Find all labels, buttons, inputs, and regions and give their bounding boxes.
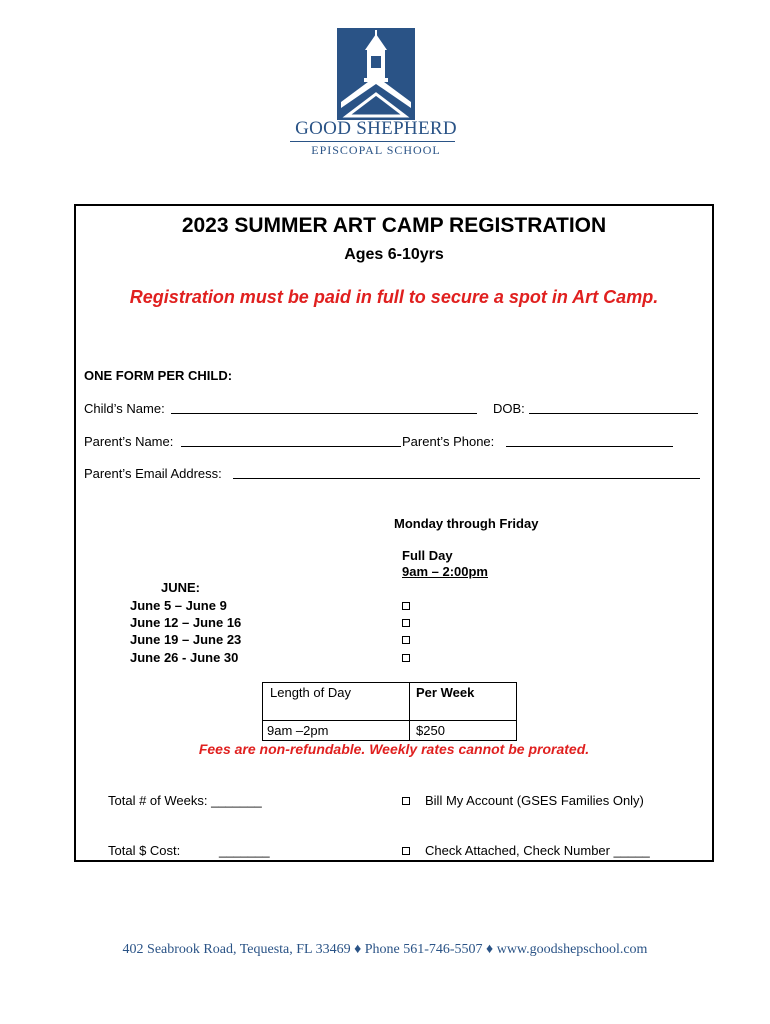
school-name: GOOD SHEPHERD bbox=[295, 118, 457, 139]
full-day-label: Full Day bbox=[402, 548, 453, 563]
days-heading: Monday through Friday bbox=[394, 516, 539, 531]
child-name-label: Child’s Name: bbox=[84, 401, 165, 416]
parent-email-field[interactable] bbox=[233, 478, 700, 479]
full-day-hours: 9am – 2:00pm bbox=[402, 564, 488, 579]
week-checkbox[interactable] bbox=[402, 636, 410, 644]
total-weeks-label: Total # of Weeks: _______ bbox=[108, 793, 262, 808]
fee-row-length: 9am –2pm bbox=[267, 723, 329, 738]
week-label: June 5 – June 9 bbox=[130, 598, 227, 613]
fee-table bbox=[262, 682, 517, 741]
total-cost-label: Total $ Cost: bbox=[108, 843, 181, 858]
check-attached-label: Check Attached, Check Number _____ bbox=[425, 843, 650, 858]
parent-phone-label: Parent’s Phone: bbox=[402, 434, 495, 449]
parent-phone-field[interactable] bbox=[506, 446, 673, 447]
week-checkbox[interactable] bbox=[402, 654, 410, 662]
bell-tower-icon bbox=[337, 28, 415, 120]
age-range: Ages 6-10yrs bbox=[344, 246, 444, 263]
parent-email-label: Parent’s Email Address: bbox=[84, 466, 222, 481]
parent-name-label: Parent’s Name: bbox=[84, 434, 174, 449]
school-logo bbox=[337, 28, 415, 120]
school-subtitle: EPISCOPAL SCHOOL bbox=[311, 143, 441, 157]
fee-header-per-week: Per Week bbox=[416, 685, 475, 700]
week-checkbox[interactable] bbox=[402, 619, 410, 627]
fee-header-length: Length of Day bbox=[270, 685, 351, 700]
dob-label: DOB: bbox=[493, 401, 525, 416]
check-attached-checkbox[interactable] bbox=[402, 847, 410, 855]
week-checkbox[interactable] bbox=[402, 602, 410, 610]
form-heading: ONE FORM PER CHILD: bbox=[84, 368, 233, 383]
child-name-field[interactable] bbox=[171, 413, 477, 414]
fee-row-price: $250 bbox=[416, 723, 445, 738]
month-label: JUNE: bbox=[161, 580, 201, 595]
page-title: 2023 SUMMER ART CAMP REGISTRATION bbox=[181, 214, 607, 237]
week-label: June 12 – June 16 bbox=[130, 615, 242, 630]
week-label: June 26 - June 30 bbox=[130, 650, 239, 665]
logo-divider bbox=[290, 141, 455, 142]
week-label: June 19 – June 23 bbox=[130, 632, 242, 647]
dob-field[interactable] bbox=[529, 413, 698, 414]
payment-notice: Registration must be paid in full to secure a spot in Art Camp. bbox=[129, 287, 659, 307]
bill-account-checkbox[interactable] bbox=[402, 797, 410, 805]
total-cost-field[interactable]: _______ bbox=[219, 843, 270, 858]
parent-name-field[interactable] bbox=[181, 446, 401, 447]
bill-account-label: Bill My Account (GSES Families Only) bbox=[425, 793, 644, 808]
fees-note: Fees are non-refundable. Weekly rates cannot be prorated. bbox=[198, 741, 590, 757]
footer-address: 402 Seabrook Road, Tequesta, FL 33469 ♦ Phone 561-746-5507 ♦ www.goodshepschool.com bbox=[122, 942, 648, 957]
